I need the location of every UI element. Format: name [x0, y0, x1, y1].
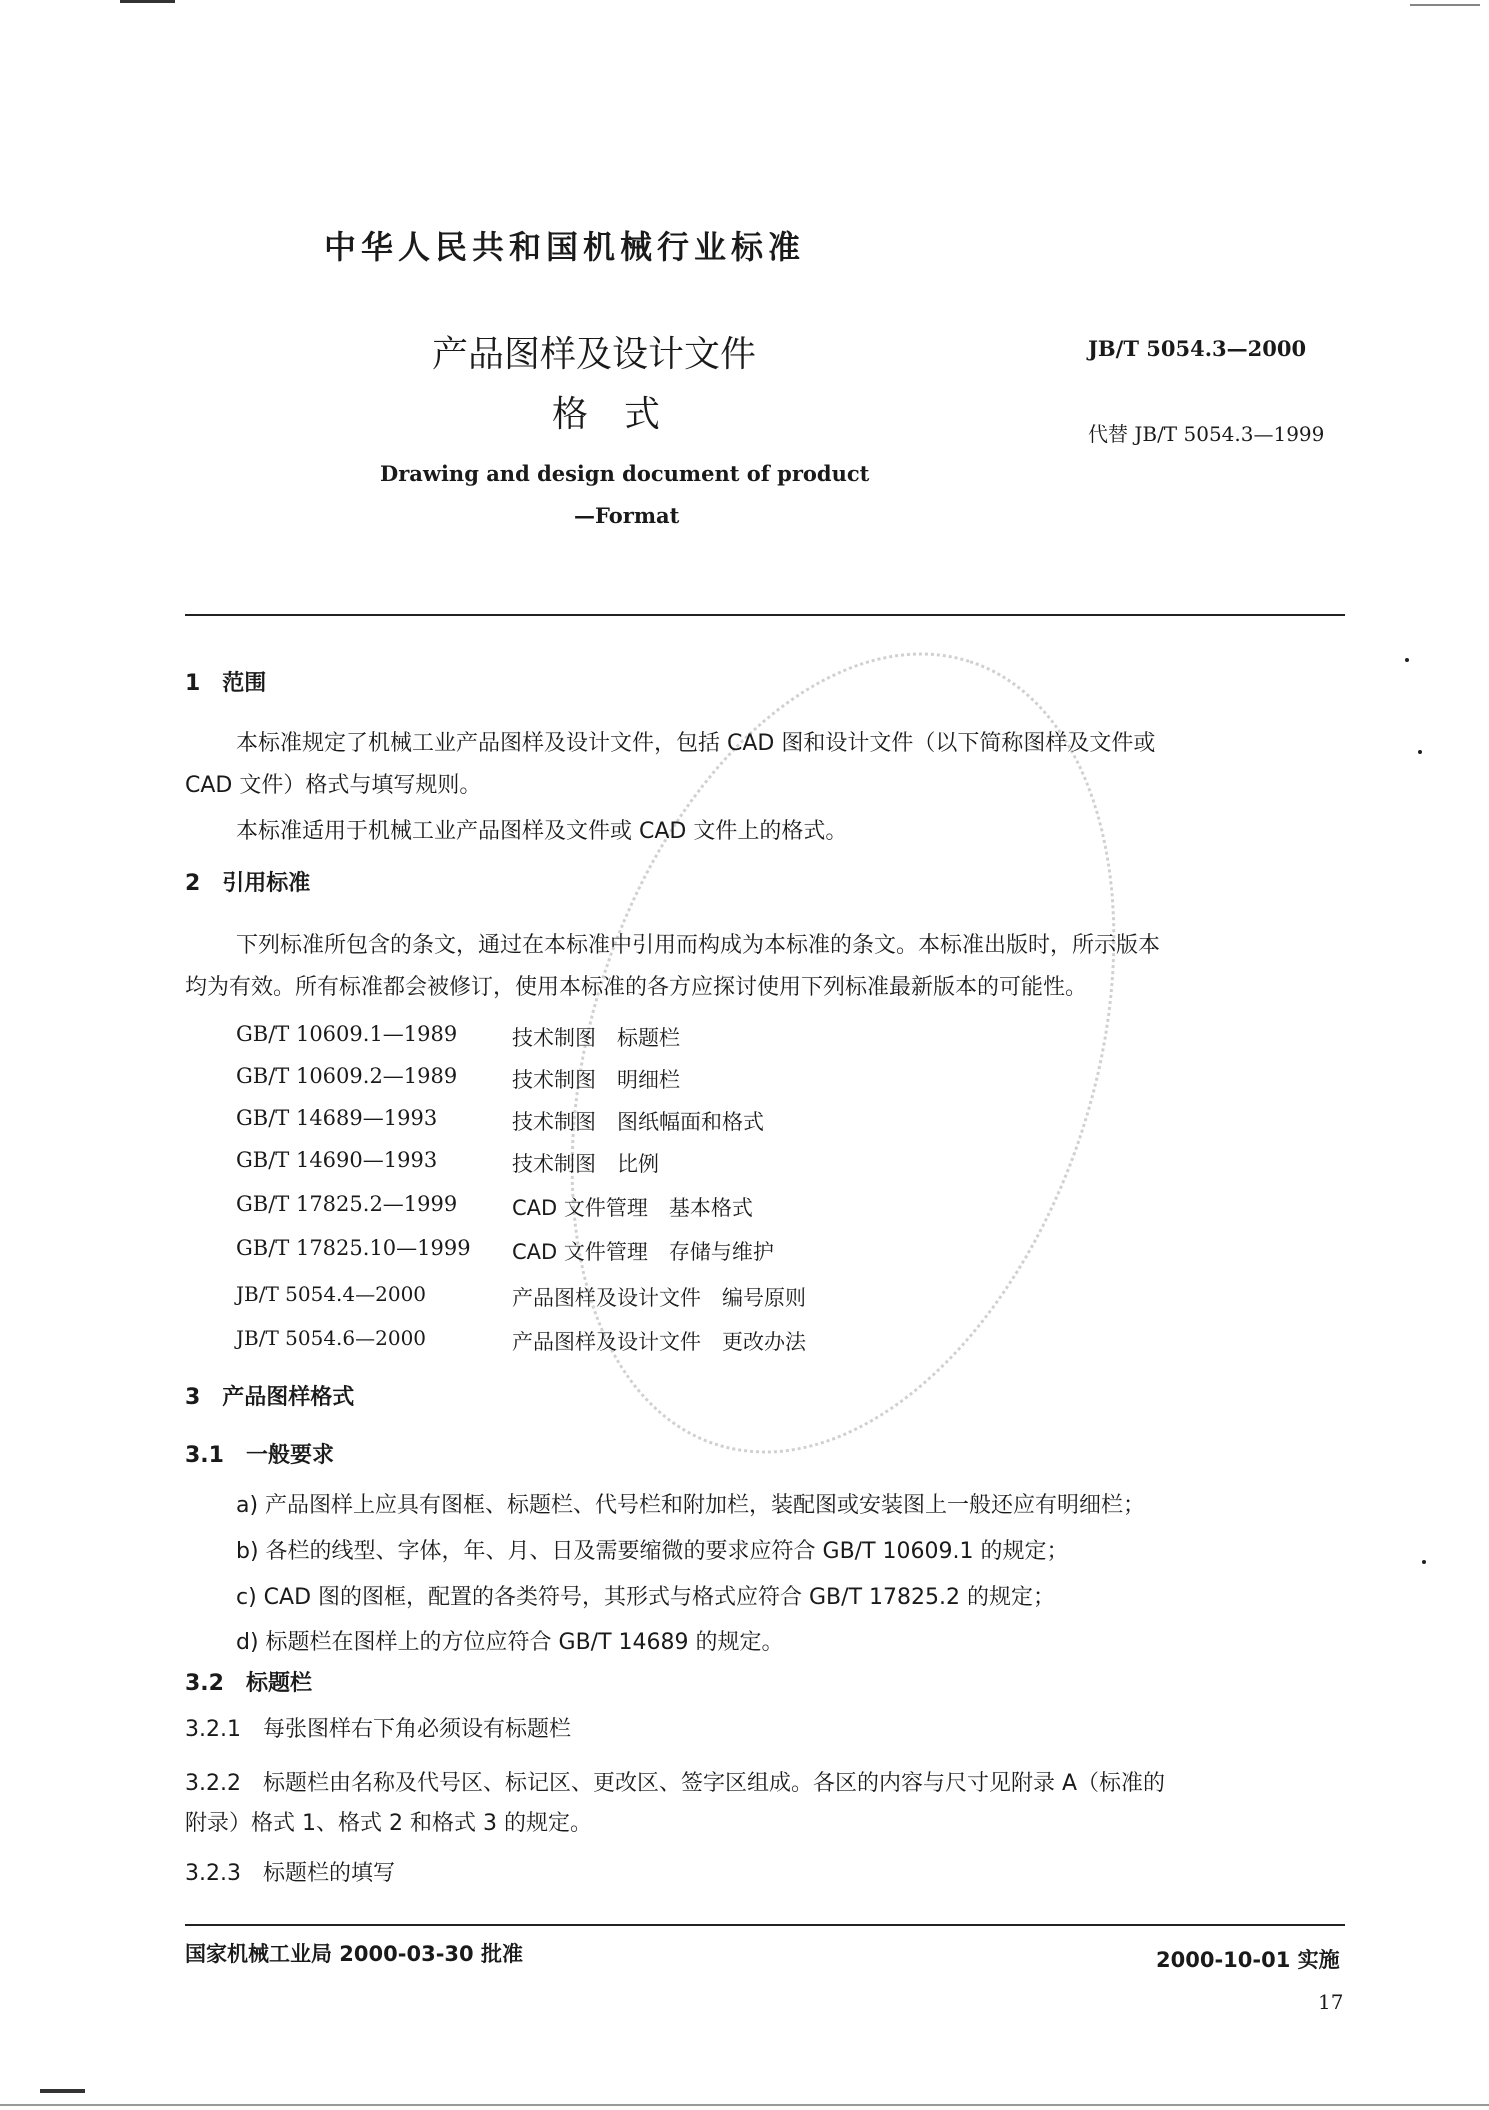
- scan-dashes-bottom: [0, 2104, 1489, 2106]
- reference-code: JB/T 5054.6—2000: [236, 1326, 427, 1350]
- header-rule: [185, 614, 1345, 616]
- replaces-code: 代替 JB/T 5054.3—1999: [1088, 422, 1325, 446]
- section-3-1-item-c: c) CAD 图的图框，配置的各类符号，其形式与格式应符合 GB/T 17825.2 的规定；: [236, 1585, 1055, 1610]
- section-1-para1-line2: CAD 文件）格式与填写规则。: [185, 773, 482, 798]
- section-3-1-heading: 3.1 一般要求: [185, 1443, 334, 1468]
- effective-date: 2000-10-01 实施: [1156, 1948, 1340, 1972]
- speck: [1405, 658, 1409, 662]
- reference-title: CAD 文件管理 基本格式: [512, 1196, 753, 1220]
- section-2-para-line1: 下列标准所包含的条文，通过在本标准中引用而构成为本标准的条文。本标准出版时，所示版本: [236, 933, 1161, 958]
- section-1-para1-line1: 本标准规定了机械工业产品图样及设计文件，包括 CAD 图和设计文件（以下简称图样及文件或: [236, 731, 1156, 756]
- section-2-heading: 2 引用标准: [185, 871, 311, 896]
- document-title-line2: 格 式: [552, 394, 661, 435]
- section-3-2-1: 3.2.1 每张图样右下角必须设有标题栏: [185, 1717, 571, 1742]
- reference-title: 技术制图 明细栏: [512, 1068, 680, 1092]
- reference-code: GB/T 10609.2—1989: [236, 1064, 458, 1088]
- reference-title: 技术制图 图纸幅面和格式: [512, 1110, 764, 1134]
- reference-code: GB/T 14690—1993: [236, 1148, 438, 1172]
- standard-code: JB/T 5054.3—2000: [1088, 336, 1307, 361]
- scan-mark-bottom-left: [40, 2089, 85, 2093]
- section-1-heading: 1 范围: [185, 671, 267, 696]
- section-3-1-item-d: d) 标题栏在图样上的方位应符合 GB/T 14689 的规定。: [236, 1630, 784, 1655]
- section-3-2-3: 3.2.3 标题栏的填写: [185, 1861, 395, 1886]
- section-3-2-2-line2: 附录）格式 1、格式 2 和格式 3 的规定。: [185, 1811, 592, 1836]
- reference-code: GB/T 10609.1—1989: [236, 1022, 458, 1046]
- reference-code: GB/T 17825.10—1999: [236, 1236, 471, 1260]
- reference-code: GB/T 17825.2—1999: [236, 1192, 458, 1216]
- speck: [1422, 1560, 1426, 1564]
- page-number: 17: [1318, 1990, 1344, 2014]
- section-2-para-line2: 均为有效。所有标准都会被修订，使用本标准的各方应探讨使用下列标准最新版本的可能性。: [185, 975, 1088, 1000]
- scan-mark-top-right: [1410, 4, 1480, 6]
- footer-rule: [185, 1924, 1345, 1926]
- reference-title: 产品图样及设计文件 编号原则: [512, 1286, 806, 1310]
- section-3-1-item-b: b) 各栏的线型、字体，年、月、日及需要缩微的要求应符合 GB/T 10609.1 的规定；: [236, 1539, 1069, 1564]
- reference-title: 产品图样及设计文件 更改办法: [512, 1330, 806, 1354]
- reference-code: GB/T 14689—1993: [236, 1106, 438, 1130]
- reference-title: 技术制图 标题栏: [512, 1026, 680, 1050]
- section-1-para2: 本标准适用于机械工业产品图样及文件或 CAD 文件上的格式。: [236, 819, 848, 844]
- section-3-2-heading: 3.2 标题栏: [185, 1671, 312, 1696]
- reference-title: 技术制图 比例: [512, 1152, 659, 1176]
- stamp-watermark: [475, 582, 1211, 1524]
- english-title-line1: Drawing and design document of product: [380, 461, 870, 486]
- english-title-line2: —Format: [574, 503, 680, 528]
- reference-title: CAD 文件管理 存储与维护: [512, 1240, 774, 1264]
- speck: [1418, 750, 1422, 754]
- approval-line: 国家机械工业局 2000-03-30 批准: [185, 1942, 523, 1966]
- section-3-2-2-line1: 3.2.2 标题栏由名称及代号区、标记区、更改区、签字区组成。各区的内容与尺寸见附录 A（标准的: [185, 1771, 1166, 1796]
- section-3-heading: 3 产品图样格式: [185, 1385, 355, 1410]
- scan-mark-top-left: [120, 0, 175, 3]
- document-title-line1: 产品图样及设计文件: [432, 334, 757, 375]
- issuer-heading: 中华人民共和国机械行业标准: [324, 228, 806, 266]
- section-3-1-item-a: a) 产品图样上应具有图框、标题栏、代号栏和附加栏，装配图或安装图上一般还应有明细栏；: [236, 1493, 1146, 1518]
- reference-code: JB/T 5054.4—2000: [236, 1282, 427, 1306]
